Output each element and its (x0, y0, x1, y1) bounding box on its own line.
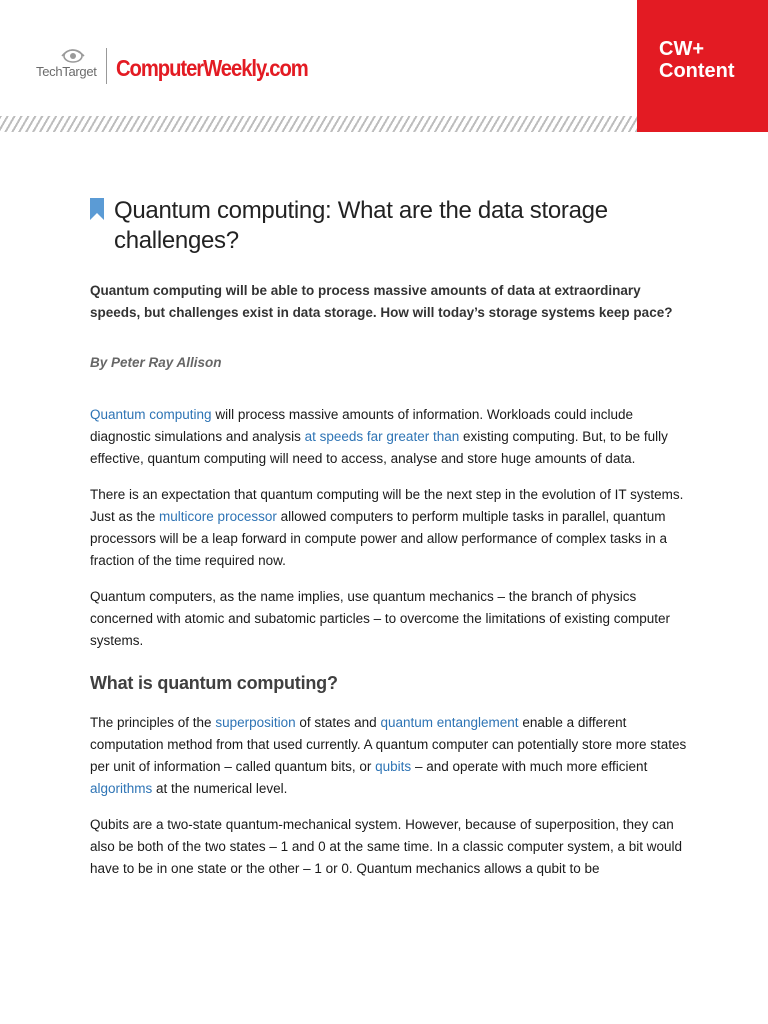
article-body (90, 404, 690, 894)
title-block (90, 196, 690, 256)
page-header (0, 0, 768, 132)
paragraph-3: Quantum computers, as the name implies, use quantum mechanics – the branch of physics concerned with atomic and subatomic particles – to overcome the limitations of existing computer systems. (90, 589, 671, 648)
link-quantum-computing[interactable]: Quantum computing (90, 407, 212, 422)
paragraph-4 (90, 712, 690, 800)
text: at the numerical level. (152, 781, 288, 796)
link-qubits[interactable]: qubits (375, 759, 412, 774)
paragraph-5: Qubits are a two-state quantum-mechanical system. However, because of superposition, they can also be both of the two states – 1 and 0 at the same time. In a classic computer system, a bit would have to be in one state or the other – 1 or 0. Quantum mechanics allows a qubit to be (90, 817, 683, 876)
badge-line-2: Content (659, 60, 735, 82)
text: enable a different computation method from that used currently. A quantum computer can potentially store more states per unit of information – called quantum bits, or (90, 715, 687, 774)
badge-line-1: CW+ (659, 38, 704, 60)
paragraph-1 (90, 404, 690, 470)
hatched-divider (0, 116, 637, 132)
cw-plus-badge (637, 0, 768, 132)
link-superposition[interactable]: superposition (215, 715, 296, 730)
text: allowed computers to perform multiple tasks in parallel, quantum processors will be a leap forward in compute power and allow performance of complex tasks in a fraction of the time required now. (90, 509, 668, 568)
link-multicore-processor[interactable]: multicore processor (159, 509, 277, 524)
article-byline: By Peter Ray Allison (90, 355, 222, 370)
techtarget-logo[interactable]: TechTarget (36, 64, 97, 79)
article-standfirst: Quantum computing will be able to process massive amounts of data at extraordinary speeds, but challenges exist in data storage. How will today’s storage systems keep pace? (90, 283, 673, 320)
link-quantum-entanglement[interactable]: quantum entanglement (380, 715, 519, 730)
bookmark-icon (90, 198, 104, 220)
section-heading: What is quantum computing? (90, 673, 338, 693)
text: of states and (295, 715, 381, 730)
logo-divider (106, 48, 107, 84)
text: The principles of the (90, 715, 216, 730)
text: There is an expectation that quantum computing will be the next step in the evolution of IT systems. Just as the (90, 487, 684, 524)
text: existing computing. But, to be fully effective, quantum computing will need to access, analyse and store huge amounts of data. (90, 429, 668, 466)
paragraph-2 (90, 484, 690, 572)
article-title: Quantum computing: What are the data storage challenges? (114, 197, 608, 254)
link-algorithms[interactable]: algorithms (90, 781, 153, 796)
text: – and operate with much more efficient (411, 759, 648, 774)
text: will process massive amounts of information. Workloads could include diagnostic simulations and analysis (90, 407, 634, 444)
computerweekly-logo[interactable]: ComputerWeekly.com (116, 55, 308, 81)
link-speeds-far-greater[interactable]: at speeds far greater than (304, 429, 460, 444)
